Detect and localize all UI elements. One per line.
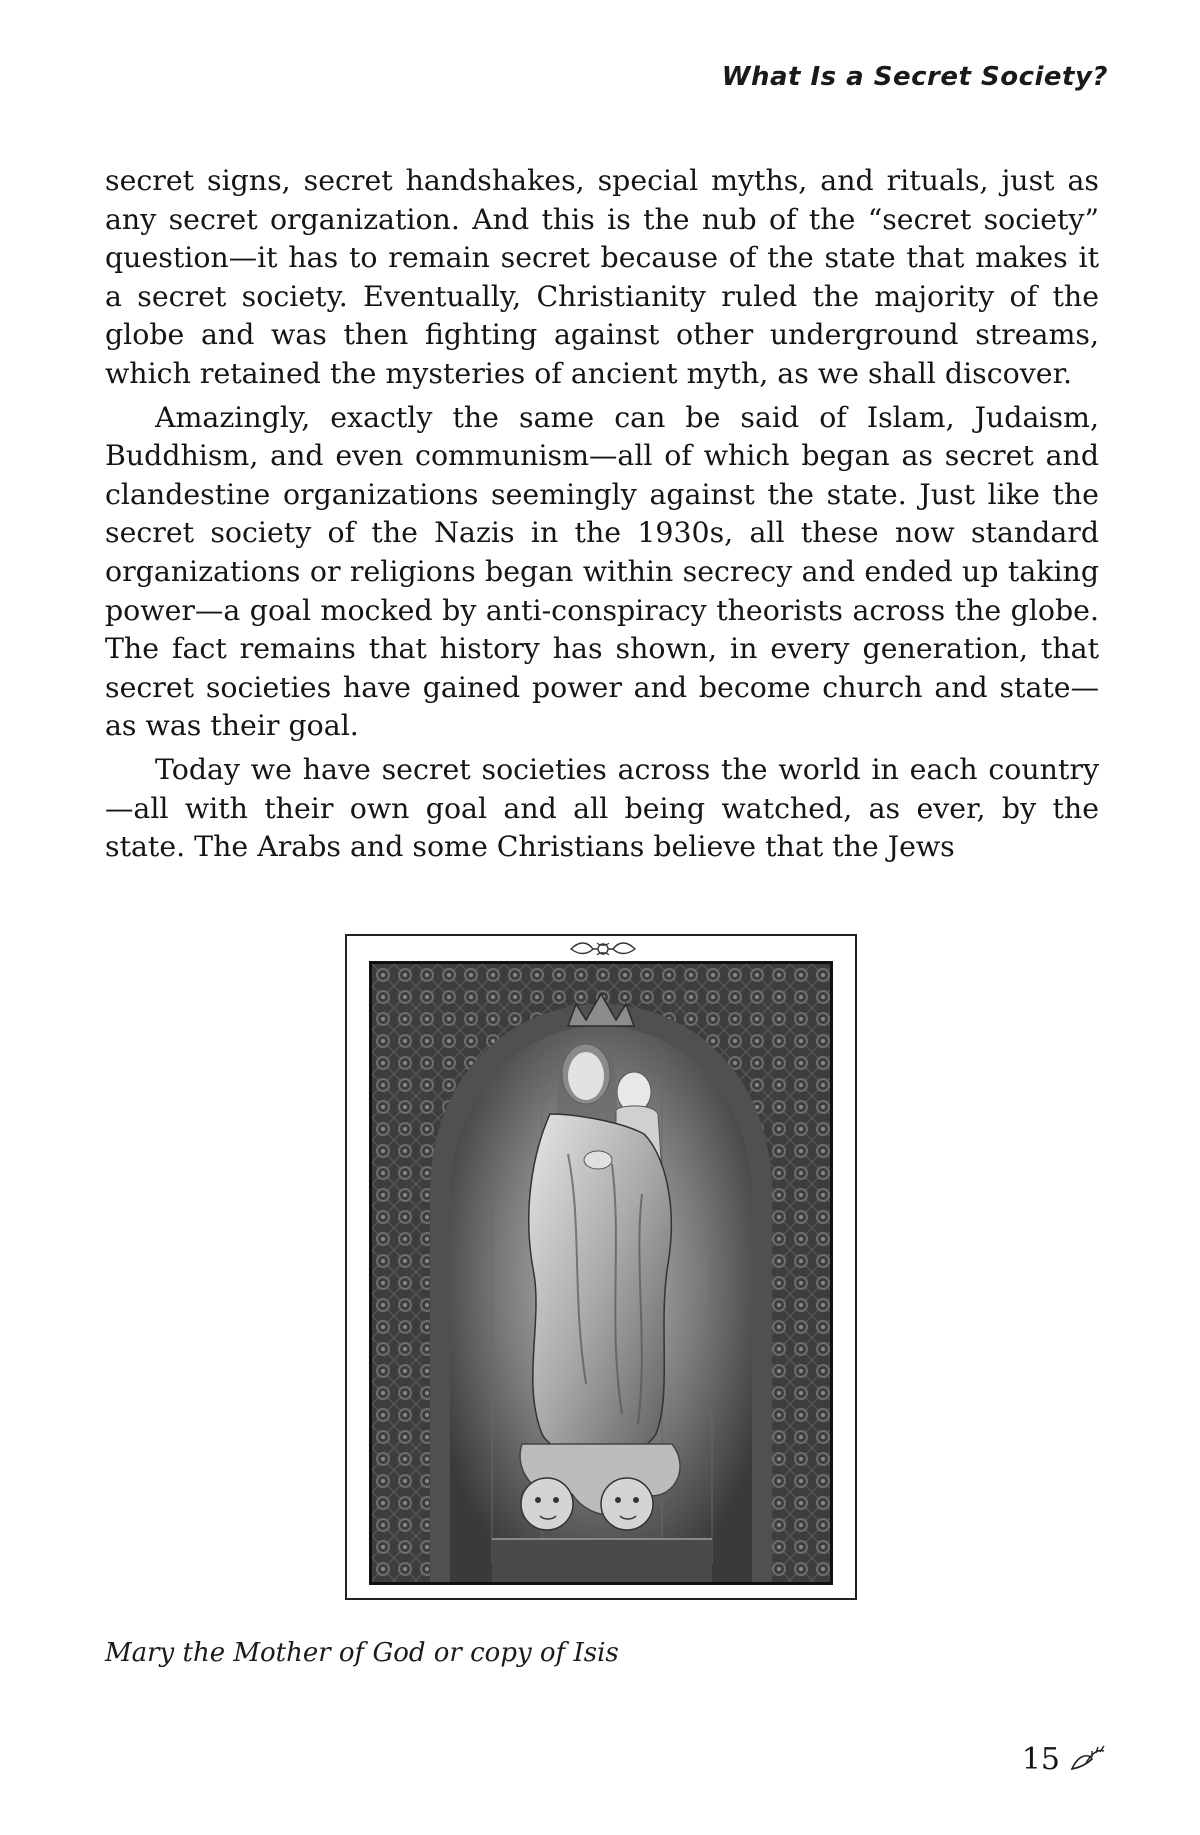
leaf-flourish-icon — [1068, 1745, 1108, 1775]
flourish-ornament-icon — [567, 939, 639, 959]
paragraph-2: Amazingly, exactly the same can be said of Islam, Judaism, Buddhism, and even communism—all of which began as secret and clandestine organizations seemingly against the state. Just like the secret society of the Nazis in the 1930s, all these now standard organizations or religions began within secrecy and ended up taking power—a goal mocked by anti-conspiracy theorists across the globe. The fact remains that history has shown, in every generation, that secret societies have gained power and become church and state—as was their goal. — [105, 400, 1099, 743]
page-folio — [1022, 1742, 1108, 1777]
body-text — [105, 162, 1099, 872]
madonna-statue-photo — [369, 961, 833, 1585]
figure-caption: Mary the Mother of God or copy of Isis — [105, 1638, 619, 1668]
paragraph-3: Today we have secret societies across the world in each country—all with their own goal and all being watched, as ever, by the state. The Arabs and some Christians believe that the Jews — [105, 752, 1099, 864]
paragraph-1: secret signs, secret handshakes, special myths, and rituals, just as any secret organization. And this is the nub of the “secret society” question—it has to remain secret because of the state that makes it a secret society. Eventually, Christianity ruled the majority of the globe and was then fighting against other underground streams, which retained the mysteries of ancient myth, as we shall discover. — [105, 164, 1099, 390]
figure-frame — [345, 934, 857, 1600]
running-head: What Is a Secret Society? — [721, 62, 1108, 92]
page-number: 15 — [1021, 1742, 1060, 1777]
